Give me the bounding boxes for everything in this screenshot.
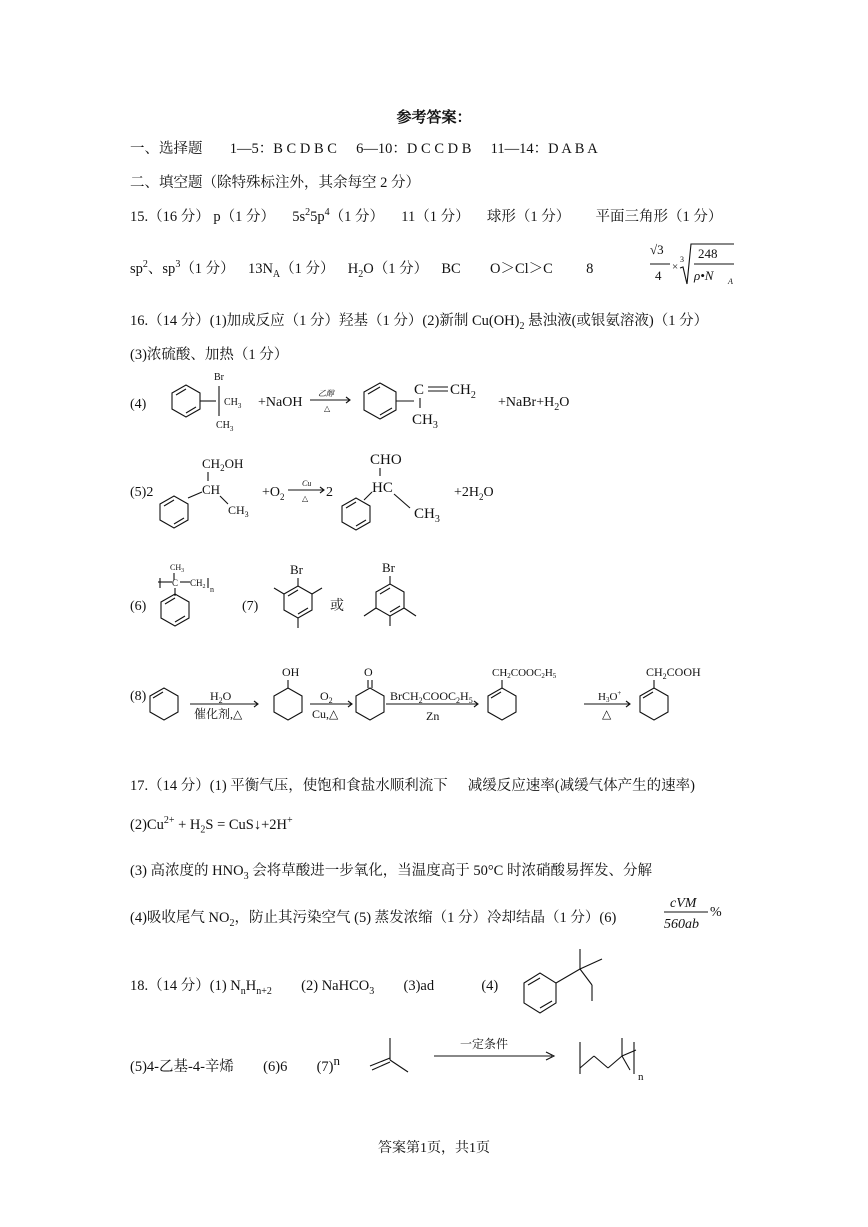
svg-text:CH2COOC2H5: CH2COOC2H5 bbox=[492, 667, 557, 680]
q15-b5: O＞Cl＞C bbox=[489, 261, 553, 277]
svg-text:Cu: Cu bbox=[302, 479, 312, 488]
svg-text:CH3: $CH_3$ bbox=[414, 506, 440, 525]
svg-text:+NaOH: +NaOH bbox=[258, 395, 303, 410]
svg-text:△: △ bbox=[302, 494, 309, 503]
svg-text:乙醇: 乙醇 bbox=[318, 389, 334, 398]
svg-text:催化剂,△: 催化剂,△ bbox=[194, 707, 243, 721]
svg-text:A: A bbox=[728, 277, 733, 286]
q16-line-1: 16.（14 分）(1)加成反应（1 分）羟基（1 分）(2)新制 $Cu(OH)_2$ 悬浊液(或银氨溶液)（1 分） bbox=[130, 313, 709, 332]
svg-text:C: C bbox=[172, 578, 179, 588]
svg-text:CH3: $CH_3$ bbox=[216, 420, 234, 433]
q15-b1: $sp^2$、$sp^3(1$ 分） bbox=[130, 259, 235, 277]
reaction-5 bbox=[128, 448, 528, 530]
q15-line-1 bbox=[130, 205, 722, 226]
q18-reaction-7 bbox=[368, 1028, 658, 1098]
svg-text:+2H2O: $+2H_2O$ bbox=[454, 485, 494, 502]
q15-head: 15.（16 分） bbox=[130, 209, 210, 225]
svg-text:Br: Br bbox=[214, 372, 224, 383]
q18-line-1: 18.（14 分）(1) $N_nH_{n+2}$ (2) NaHCO$_3$ (3)ad (4) bbox=[130, 978, 499, 997]
svg-text:Br: Br bbox=[382, 560, 395, 575]
q15-density-formula bbox=[648, 240, 738, 290]
svg-text:CH3: $CH_3$ bbox=[228, 503, 249, 519]
svg-text:560ab: 560ab bbox=[664, 917, 699, 932]
svg-text:CHO: CHO bbox=[370, 452, 402, 468]
q15-a3: 11（1 分） bbox=[401, 209, 470, 225]
svg-text:△: △ bbox=[324, 404, 331, 413]
q15-a2: $5s^25p^4(1$ 分） bbox=[292, 207, 385, 225]
svg-text:(8): (8) bbox=[130, 689, 147, 704]
svg-text:×: × bbox=[672, 261, 679, 273]
svg-text:cVM: cVM bbox=[670, 896, 697, 911]
q17-line-2: $(2)Cu^{2+} + H_2S$ = CuS↓+2H+ bbox=[130, 815, 293, 836]
q15-line-2 bbox=[130, 257, 593, 280]
q18-line-2: (5)4-乙基-4-辛烯 (6)6 $(7)^n$ bbox=[130, 1053, 340, 1075]
svg-text:ρ•N: ρ•N bbox=[694, 268, 714, 283]
svg-text:CH2: $CH_2$ bbox=[450, 382, 476, 401]
svg-text:BrCH2COOC2H5: $BrCH_2COOC_2H_5$ bbox=[390, 689, 473, 705]
svg-text:(7): (7) bbox=[242, 599, 259, 614]
q15-b6: 8 bbox=[586, 261, 594, 277]
q15-b2: $13N_A(1$ 分） bbox=[247, 261, 335, 280]
structure-7b bbox=[350, 558, 430, 648]
svg-text:OH: OH bbox=[282, 665, 300, 679]
q17-line-3: (3) 高浓度的 $HNO_3$ 会将草酸进一步氧化，当温度高于 50°C 时浓硝酸易挥发、分解 bbox=[130, 863, 652, 882]
choice-group-1: 1—5：B C D B C bbox=[229, 141, 337, 157]
svg-text:%: % bbox=[710, 905, 722, 920]
svg-text:(4): (4) bbox=[130, 397, 147, 412]
svg-text:Br: Br bbox=[290, 562, 303, 577]
svg-text:CH3: $CH_3$ bbox=[170, 563, 185, 574]
choice-group-2: 6—10：D C C D B bbox=[356, 141, 472, 157]
svg-text:(5)2: (5)2 bbox=[130, 485, 154, 500]
svg-text:一定条件: 一定条件 bbox=[460, 1037, 509, 1051]
svg-text:CH3: $CH_3$ bbox=[224, 397, 242, 410]
svg-text:CH2: $CH_2$ bbox=[190, 578, 206, 590]
svg-text:CH3: $CH_3$ bbox=[412, 412, 438, 431]
svg-text:HC: HC bbox=[372, 480, 393, 496]
svg-text:CH2OH: $CH_2OH$ bbox=[202, 456, 244, 473]
svg-text:+NaBr+H2O: $+NaBr+H_2O$ bbox=[498, 395, 570, 413]
reaction-8 bbox=[128, 660, 738, 730]
svg-text:n: n bbox=[210, 585, 214, 594]
q15-a4: 球形（1 分） bbox=[486, 209, 571, 225]
svg-text:△: △ bbox=[602, 707, 612, 721]
section-choice bbox=[130, 137, 598, 158]
svg-text:(6): (6) bbox=[130, 599, 147, 614]
svg-text:CH2COOH: $CH_2COOH$ bbox=[646, 665, 701, 681]
q16-line-2: (3)浓硫酸、加热（1 分） bbox=[130, 347, 289, 363]
svg-text:248: 248 bbox=[698, 246, 718, 261]
section-fill: 二、填空题（除特殊标注外，其余每空 2 分） bbox=[130, 175, 420, 191]
page-title: 参考答案： bbox=[396, 110, 472, 126]
svg-text:H2O: $H_2O$ bbox=[210, 689, 232, 705]
q15-b4: BC bbox=[441, 261, 461, 277]
q17-line-1: 17.（14 分）(1) 平衡气压，使饱和食盐水顺利流下 减缓反应速率(减缓气体产生的速率) bbox=[130, 778, 695, 794]
svg-text:√3: √3 bbox=[650, 242, 664, 257]
svg-text:n: n bbox=[638, 1071, 644, 1083]
svg-text:C: C bbox=[414, 382, 425, 398]
q15-a1: p（1 分） bbox=[213, 209, 275, 225]
page-footer: 答案第1页，共1页 bbox=[378, 1141, 490, 1156]
svg-text:或: 或 bbox=[330, 599, 344, 614]
q15-a5: 平面三角形（1 分） bbox=[595, 209, 723, 225]
choice-group-3: 11—14：D A B A bbox=[490, 141, 598, 157]
q15-b3: $H_2O(1$ 分） bbox=[347, 261, 429, 280]
svg-text:4: 4 bbox=[655, 268, 662, 283]
q17-line-4: (4)吸收尾气 $NO_2$，防止其污染空气 (5) 蒸发浓缩（1 分）冷却结晶（1 分）(6) bbox=[130, 910, 617, 929]
svg-text:CH: CH bbox=[202, 482, 221, 497]
svg-text:3: 3 bbox=[680, 255, 684, 264]
svg-text:Cu,△: Cu,△ bbox=[312, 707, 339, 721]
q17-yield-formula bbox=[662, 892, 732, 936]
svg-text:+O2: $+O_2$ bbox=[262, 485, 285, 502]
reaction-4 bbox=[128, 370, 588, 440]
svg-text:H3O+: H3O+ bbox=[598, 689, 622, 704]
section-choice-label: 一、选择题 bbox=[130, 141, 203, 157]
svg-text:2: 2 bbox=[326, 485, 333, 500]
svg-text:O: O bbox=[364, 665, 373, 679]
svg-text:O2: $O_2$ bbox=[320, 689, 333, 705]
q18-structure-4 bbox=[520, 945, 640, 1025]
svg-text:Zn: Zn bbox=[426, 709, 440, 723]
